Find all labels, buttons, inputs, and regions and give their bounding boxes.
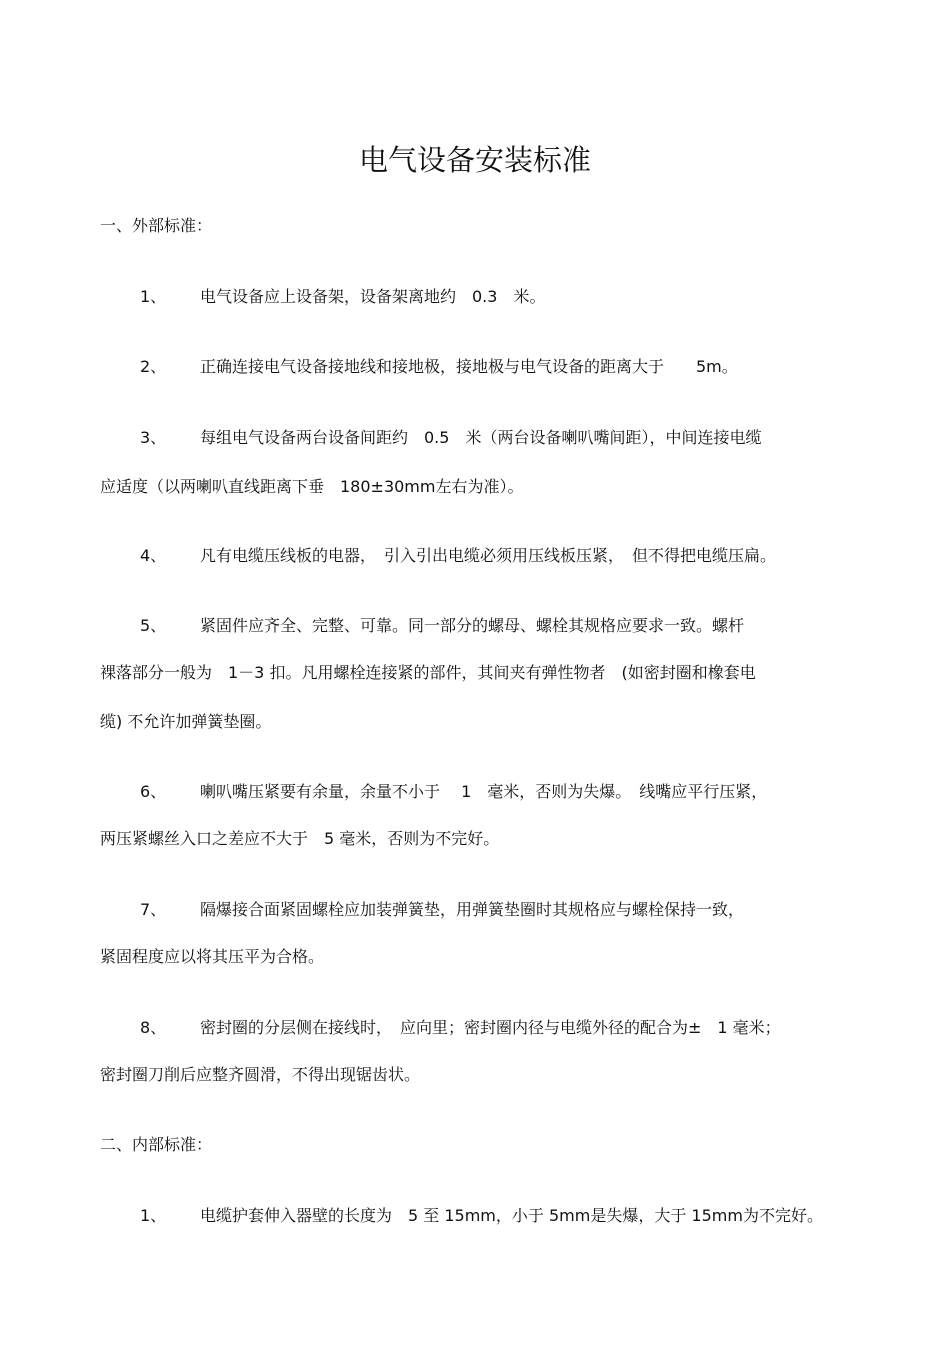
item-text-line: 正确连接电气设备接地线和接地极，接地极与电气设备的距离大于 5m。 <box>200 357 738 376</box>
item-text-line: 密封圈刀削后应整齐圆滑，不得出现锯齿状。 <box>100 1065 421 1084</box>
item-text-line: 应适度（以两喇叭直线距离下垂 180±30mm左右为准）。 <box>100 477 524 496</box>
item-text-line: 紧固件应齐全、完整、可靠。同一部分的螺母、螺栓其规格应要求一致。螺杆 <box>200 616 745 635</box>
item-text-line: 两压紧螺丝入口之差应不大于 5 毫米，否则为不完好。 <box>100 829 500 848</box>
item-text-line: 电缆护套伸入器壁的长度为 5 至 15mm，小于 5mm是失爆，大于 15mm为不完好。 <box>200 1206 823 1225</box>
section-heading-internal: 二、内部标准： <box>100 1135 213 1154</box>
item-number: 4、 <box>140 546 167 565</box>
item-text-line: 喇叭嘴压紧要有余量，余量不小于 1 毫米，否则为失爆。 线嘴应平行压紧， <box>200 782 768 801</box>
item-text-line: 缆) 不允许加弹簧垫圈。 <box>100 712 272 731</box>
item-number: 7、 <box>140 900 167 919</box>
item-number: 8、 <box>140 1018 167 1037</box>
item-text-line: 密封圈的分层侧在接线时， 应向里；密封圈内径与电缆外径的配合为± 1 毫米； <box>200 1018 781 1037</box>
item-text-line: 裸落部分一般为 1－3 扣。凡用螺栓连接紧的部件，其间夹有弹性物者 (如密封圈和橡套电 <box>100 663 756 682</box>
item-text-line: 紧固程度应以将其压平为合格。 <box>100 947 325 966</box>
item-text-line: 隔爆接合面紧固螺栓应加装弹簧垫，用弹簧垫圈时其规格应与螺栓保持一致， <box>200 900 745 919</box>
item-number: 1、 <box>140 287 167 306</box>
item-text-line: 每组电气设备两台设备间距约 0.5 米（两台设备喇叭嘴间距），中间连接电缆 <box>200 428 762 447</box>
item-number: 6、 <box>140 782 167 801</box>
item-number: 1、 <box>140 1206 167 1225</box>
item-number: 5、 <box>140 616 167 635</box>
item-text-line: 凡有电缆压线板的电器， 引入引出电缆必须用压线板压紧， 但不得把电缆压扁。 <box>200 546 777 565</box>
item-number: 3、 <box>140 428 167 447</box>
section-heading-external: 一、外部标准： <box>100 216 213 235</box>
item-number: 2、 <box>140 357 167 376</box>
item-text-line: 电气设备应上设备架，设备架离地约 0.3 米。 <box>200 287 546 306</box>
document-title: 电气设备安装标准 <box>358 143 591 177</box>
